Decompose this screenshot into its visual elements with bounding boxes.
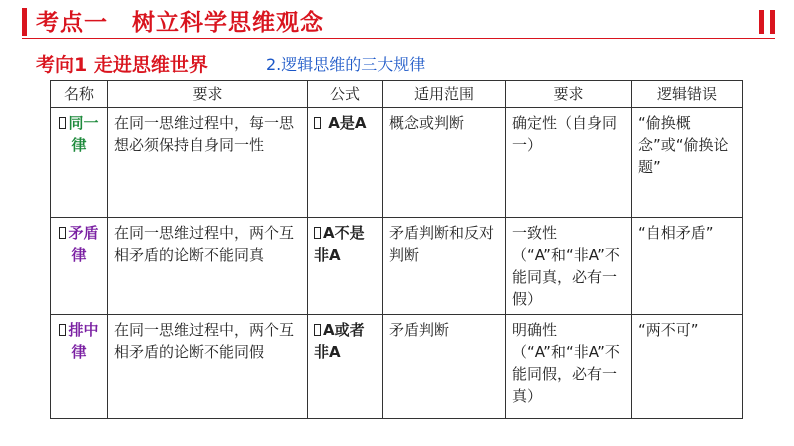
- requirement2-cell: 一致性（“A”和“非A”不能同真，必有一假）: [506, 218, 632, 315]
- law-name-cell: [51, 315, 108, 419]
- law-name: 同一律: [68, 114, 99, 154]
- law-name-cell: [51, 108, 108, 218]
- law-name: 矛盾律: [68, 224, 99, 264]
- checkbox-glyph-icon: [59, 117, 66, 129]
- page-title: 考点一 树立科学思维观念: [36, 10, 324, 36]
- error-cell: “两不可”: [632, 315, 743, 419]
- scope-cell: 矛盾判断和反对判断: [383, 218, 506, 315]
- error-cell: “偷换概念”或“偷换论题”: [632, 108, 743, 218]
- formula-text: A是A: [328, 114, 367, 132]
- scope-cell: 矛盾判断: [383, 315, 506, 419]
- law-name-cell: [51, 218, 108, 315]
- section-heading: 2.逻辑思维的三大规律: [266, 55, 426, 74]
- header-accent-bar-right: [770, 10, 775, 34]
- requirement-cell: 在同一思维过程中，两个互相矛盾的论断不能同真: [108, 218, 308, 315]
- table-row: [51, 108, 743, 218]
- requirement-cell: 在同一思维过程中，两个互相矛盾的论断不能同假: [108, 315, 308, 419]
- checkbox-glyph-icon: [314, 117, 321, 129]
- error-cell: “自相矛盾”: [632, 218, 743, 315]
- checkbox-glyph-icon: [314, 324, 321, 336]
- formula-cell: [308, 315, 383, 419]
- scope-cell: 概念或判断: [383, 108, 506, 218]
- checkbox-glyph-icon: [59, 324, 66, 336]
- requirement2-cell: 明确性（“A”和“非A”不能同假，必有一真）: [506, 315, 632, 419]
- column-header: 要求: [506, 81, 632, 108]
- section-subtitle: 考向1 走进思维世界: [36, 54, 208, 76]
- formula-text: A或者非A: [314, 321, 365, 361]
- checkbox-glyph-icon: [59, 227, 66, 239]
- formula-cell: [308, 218, 383, 315]
- table-row: [51, 315, 743, 419]
- column-header: 适用范围: [383, 81, 506, 108]
- header-accent-bar: [22, 8, 27, 36]
- header-accent-bar-right: [759, 10, 764, 34]
- table-header-row: [51, 81, 743, 108]
- checkbox-glyph-icon: [314, 227, 321, 239]
- column-header: 要求: [108, 81, 308, 108]
- header-divider: [22, 38, 775, 39]
- column-header: 名称: [51, 81, 108, 108]
- column-header: 逻辑错误: [632, 81, 743, 108]
- column-header: 公式: [308, 81, 383, 108]
- law-name: 排中律: [68, 321, 99, 361]
- logic-laws-table: [50, 80, 743, 419]
- table-row: [51, 218, 743, 315]
- requirement2-cell: 确定性（自身同一）: [506, 108, 632, 218]
- requirement-cell: 在同一思维过程中，每一思想必须保持自身同一性: [108, 108, 308, 218]
- formula-text: A不是非A: [314, 224, 365, 264]
- formula-cell: [308, 108, 383, 218]
